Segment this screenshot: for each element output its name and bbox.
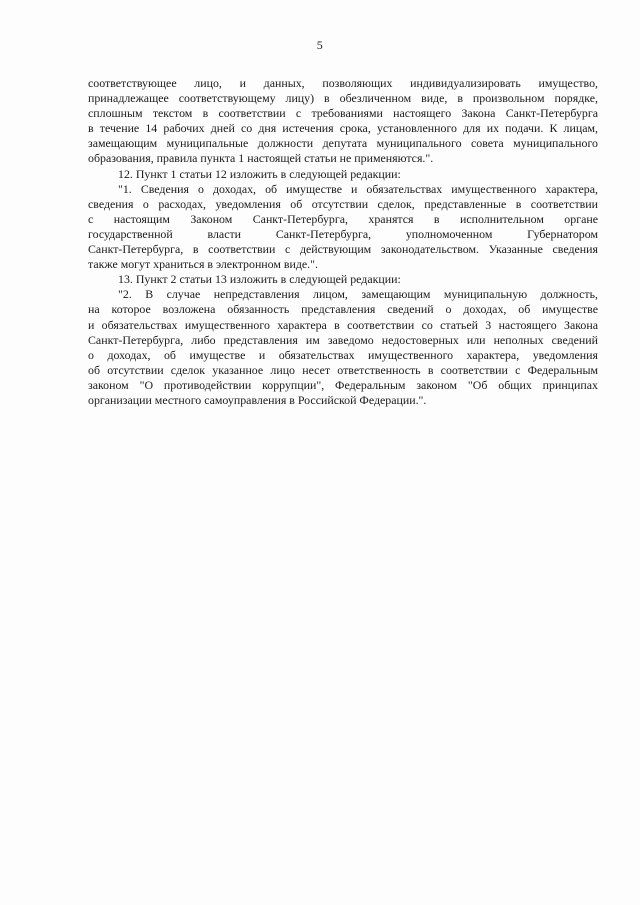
text-line: Санкт-Петербурга, либо представления им заведомо недостоверных или неполных сведений <box>88 332 598 347</box>
paragraph-item-12 <box>88 167 598 182</box>
paragraph-continuation <box>88 76 598 167</box>
paragraph-quote-2 <box>88 287 598 408</box>
text-line: организации местного самоуправления в Российской Федерации.". <box>88 392 427 407</box>
text-line: также могут храниться в электронном виде.". <box>88 257 318 272</box>
text-line: законом "О противодействии коррупции", Федеральным законом "Об общих принципах <box>88 377 598 392</box>
text-line: замещающим муниципальные должности депутата муниципального совета муниципального <box>88 136 598 151</box>
text-line: в течение 14 рабочих дней со дня истечения срока, установленного для их подачи. К лицам, <box>88 121 598 136</box>
text-line: "1. Сведения о доходах, об имуществе и обязательствах имущественного характера, <box>118 181 598 196</box>
paragraph-quote-1 <box>88 182 598 273</box>
text-line: 12. Пункт 1 статьи 12 изложить в следующей редакции: <box>118 166 401 181</box>
document-body <box>88 76 598 408</box>
text-line: с настоящим Законом Санкт-Петербурга, хранятся в исполнительном органе <box>88 211 598 226</box>
text-line: сплошным текстом в соответствии с требованиями настоящего Закона Санкт-Петербурга <box>88 106 598 121</box>
text-line: сведения о расходах, уведомления об отсутствии сделок, представленные в соответствии <box>88 196 598 211</box>
text-line: об отсутствии сделок указанное лицо несет ответственность в соответствии с Федеральным <box>88 362 598 377</box>
text-line: государственной власти Санкт-Петербурга, уполномоченном Губернатором <box>88 226 598 241</box>
text-line: и обязательствах имущественного характера в соответствии со статьей 3 настоящего Закона <box>88 317 598 332</box>
text-line: принадлежащее соответствующему лицу) в обезличенном виде, в произвольном порядке, <box>88 91 598 106</box>
text-line: "2. В случае непредставления лицом, замещающим муниципальную должность, <box>118 287 598 302</box>
page-number: 5 <box>316 38 324 52</box>
text-line: соответствующее лицо, и данных, позволяющих индивидуализировать имущество, <box>88 76 598 90</box>
text-line: 13. Пункт 2 статьи 13 изложить в следующей редакции: <box>118 272 401 287</box>
text-line: о доходах, об имуществе и обязательствах имущественного характера, уведомления <box>88 347 598 362</box>
text-line: на которое возложена обязанность представления сведений о доходах, об имуществе <box>88 302 598 317</box>
text-line: Санкт-Петербурга, в соответствии с действующим законодательством. Указанные сведения <box>88 242 598 257</box>
text-line: образования, правила пункта 1 настоящей статьи не применяются.". <box>88 151 434 166</box>
paragraph-item-13 <box>88 272 598 287</box>
